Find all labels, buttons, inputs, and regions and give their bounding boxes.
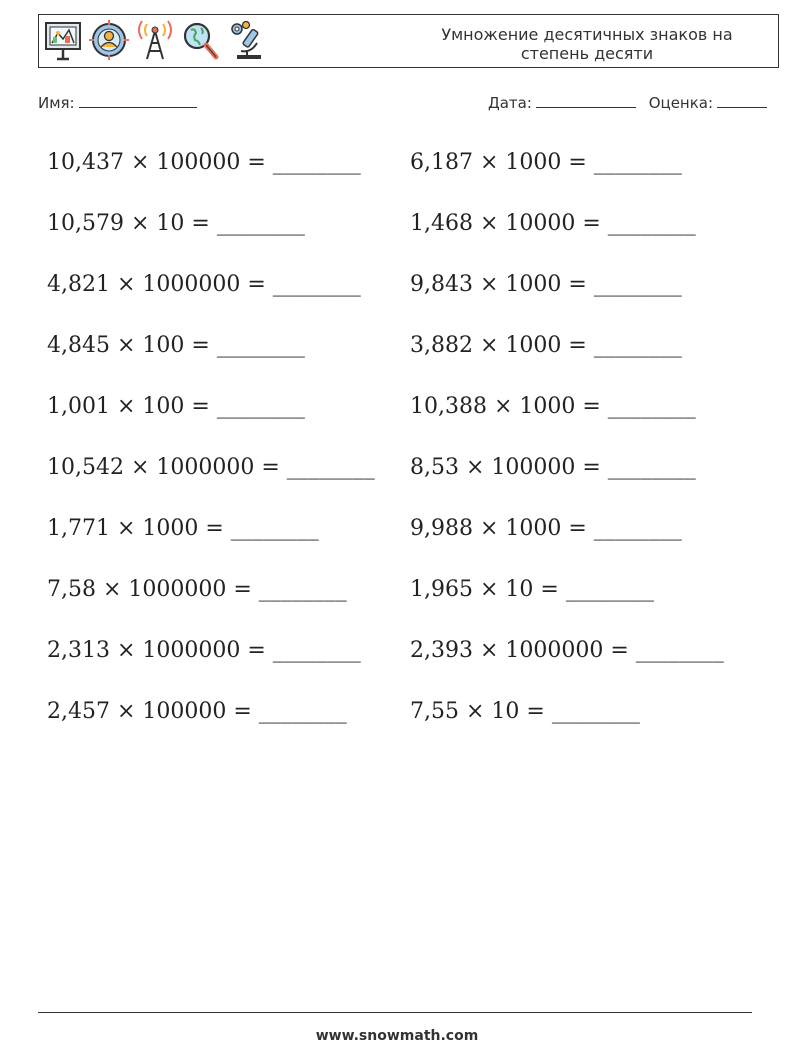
problem-left-8: 7,58 × 1000000 = ________ (47, 577, 347, 602)
name-field (38, 94, 197, 112)
problem-right-8: 1,965 × 10 = ________ (410, 577, 654, 602)
problem-right-4: 3,882 × 1000 = ________ (410, 333, 682, 358)
problem-right-7: 9,988 × 1000 = ________ (410, 516, 682, 541)
problem-left-5: 1,001 × 100 = ________ (47, 394, 305, 419)
date-blank[interactable] (536, 94, 636, 108)
problem-left-10: 2,457 × 100000 = ________ (47, 699, 347, 724)
name-blank[interactable] (79, 94, 197, 108)
grade-blank[interactable] (717, 94, 767, 108)
problem-left-4: 4,845 × 100 = ________ (47, 333, 305, 358)
problem-left-2: 10,579 × 10 = ________ (47, 211, 305, 236)
presentation-board-icon (43, 19, 83, 61)
footer-divider (38, 1012, 752, 1013)
problem-left-1: 10,437 × 100000 = ________ (47, 150, 361, 175)
worksheet-title: Умножение десятичных знаков на степень десяти (441, 25, 733, 63)
problem-left-7: 1,771 × 1000 = ________ (47, 516, 319, 541)
date-label: Дата: (488, 94, 532, 112)
problem-left-6: 10,542 × 1000000 = ________ (47, 455, 375, 480)
radio-tower-icon (135, 19, 175, 61)
header-icons (43, 19, 267, 61)
date-grade-fields (488, 94, 767, 112)
problem-left-9: 2,313 × 1000000 = ________ (47, 638, 361, 663)
problem-right-3: 9,843 × 1000 = ________ (410, 272, 682, 297)
footer-website[interactable]: www.snowmath.com (315, 1028, 479, 1044)
name-label: Имя: (38, 94, 75, 112)
globe-magnifier-icon (181, 19, 221, 61)
problem-right-2: 1,468 × 10000 = ________ (410, 211, 696, 236)
problem-left-3: 4,821 × 1000000 = ________ (47, 272, 361, 297)
microscope-gears-icon (227, 19, 267, 61)
worksheet-header (38, 14, 779, 68)
problem-right-9: 2,393 × 1000000 = ________ (410, 638, 724, 663)
grade-label: Оценка: (648, 94, 714, 112)
problem-right-6: 8,53 × 100000 = ________ (410, 455, 696, 480)
problem-right-10: 7,55 × 10 = ________ (410, 699, 640, 724)
problem-right-1: 6,187 × 1000 = ________ (410, 150, 682, 175)
user-target-icon (89, 19, 129, 61)
problem-right-5: 10,388 × 1000 = ________ (410, 394, 696, 419)
